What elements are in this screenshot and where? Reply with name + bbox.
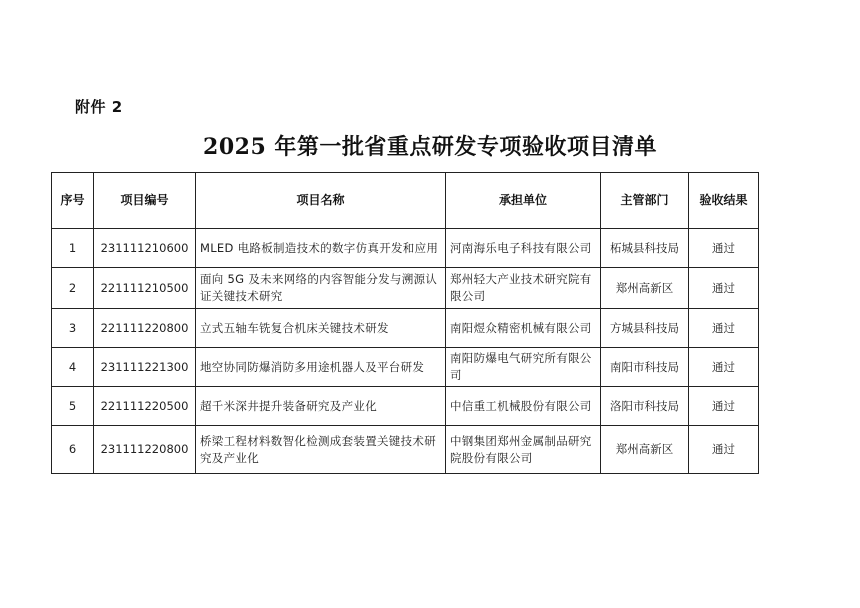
- cell-unit: 南阳煜众精密机械有限公司: [446, 309, 601, 348]
- cell-result: 通过: [689, 309, 759, 348]
- cell-unit: 中信重工机械股份有限公司: [446, 387, 601, 426]
- cell-dept: 南阳市科技局: [601, 348, 689, 387]
- header-name: 项目名称: [196, 173, 446, 229]
- cell-dept: 柘城县科技局: [601, 229, 689, 268]
- project-table: [51, 172, 759, 474]
- cell-result: 通过: [689, 426, 759, 474]
- cell-code: 231111210600: [94, 229, 196, 268]
- cell-dept: 郑州高新区: [601, 268, 689, 309]
- table-header-row: [52, 173, 759, 229]
- table-row: [52, 268, 759, 309]
- header-code: 项目编号: [94, 173, 196, 229]
- cell-name: 面向 5G 及未来网络的内容智能分发与溯源认证关键技术研究: [196, 268, 446, 309]
- cell-seq: 2: [52, 268, 94, 309]
- table-row: [52, 426, 759, 474]
- cell-unit: 南阳防爆电气研究所有限公司: [446, 348, 601, 387]
- cell-unit: 河南海乐电子科技有限公司: [446, 229, 601, 268]
- document-title: 2025 年第一批省重点研发专项验收项目清单: [203, 134, 657, 160]
- cell-result: 通过: [689, 348, 759, 387]
- header-seq: 序号: [52, 173, 94, 229]
- cell-dept: 郑州高新区: [601, 426, 689, 474]
- cell-code: 221111220500: [94, 387, 196, 426]
- header-result: 验收结果: [689, 173, 759, 229]
- cell-dept: 方城县科技局: [601, 309, 689, 348]
- cell-code: 231111221300: [94, 348, 196, 387]
- cell-result: 通过: [689, 229, 759, 268]
- attachment-label: 附件 2: [75, 98, 123, 116]
- cell-seq: 5: [52, 387, 94, 426]
- cell-name: 立式五轴车铣复合机床关键技术研发: [196, 309, 446, 348]
- cell-unit: 郑州轻大产业技术研究院有限公司: [446, 268, 601, 309]
- header-unit: 承担单位: [446, 173, 601, 229]
- cell-seq: 4: [52, 348, 94, 387]
- cell-name: 地空协同防爆消防多用途机器人及平台研发: [196, 348, 446, 387]
- cell-dept: 洛阳市科技局: [601, 387, 689, 426]
- cell-unit: 中钢集团郑州金属制品研究院股份有限公司: [446, 426, 601, 474]
- cell-name: 超千米深井提升装备研究及产业化: [196, 387, 446, 426]
- table-row: [52, 348, 759, 387]
- table-row: [52, 309, 759, 348]
- table-row: [52, 387, 759, 426]
- header-dept: 主管部门: [601, 173, 689, 229]
- cell-result: 通过: [689, 387, 759, 426]
- cell-seq: 6: [52, 426, 94, 474]
- cell-code: 221111210500: [94, 268, 196, 309]
- cell-name: MLED 电路板制造技术的数字仿真开发和应用: [196, 229, 446, 268]
- cell-seq: 1: [52, 229, 94, 268]
- table-row: [52, 229, 759, 268]
- cell-code: 231111220800: [94, 426, 196, 474]
- cell-code: 221111220800: [94, 309, 196, 348]
- cell-name: 桥梁工程材料数智化检测成套装置关键技术研究及产业化: [196, 426, 446, 474]
- cell-result: 通过: [689, 268, 759, 309]
- cell-seq: 3: [52, 309, 94, 348]
